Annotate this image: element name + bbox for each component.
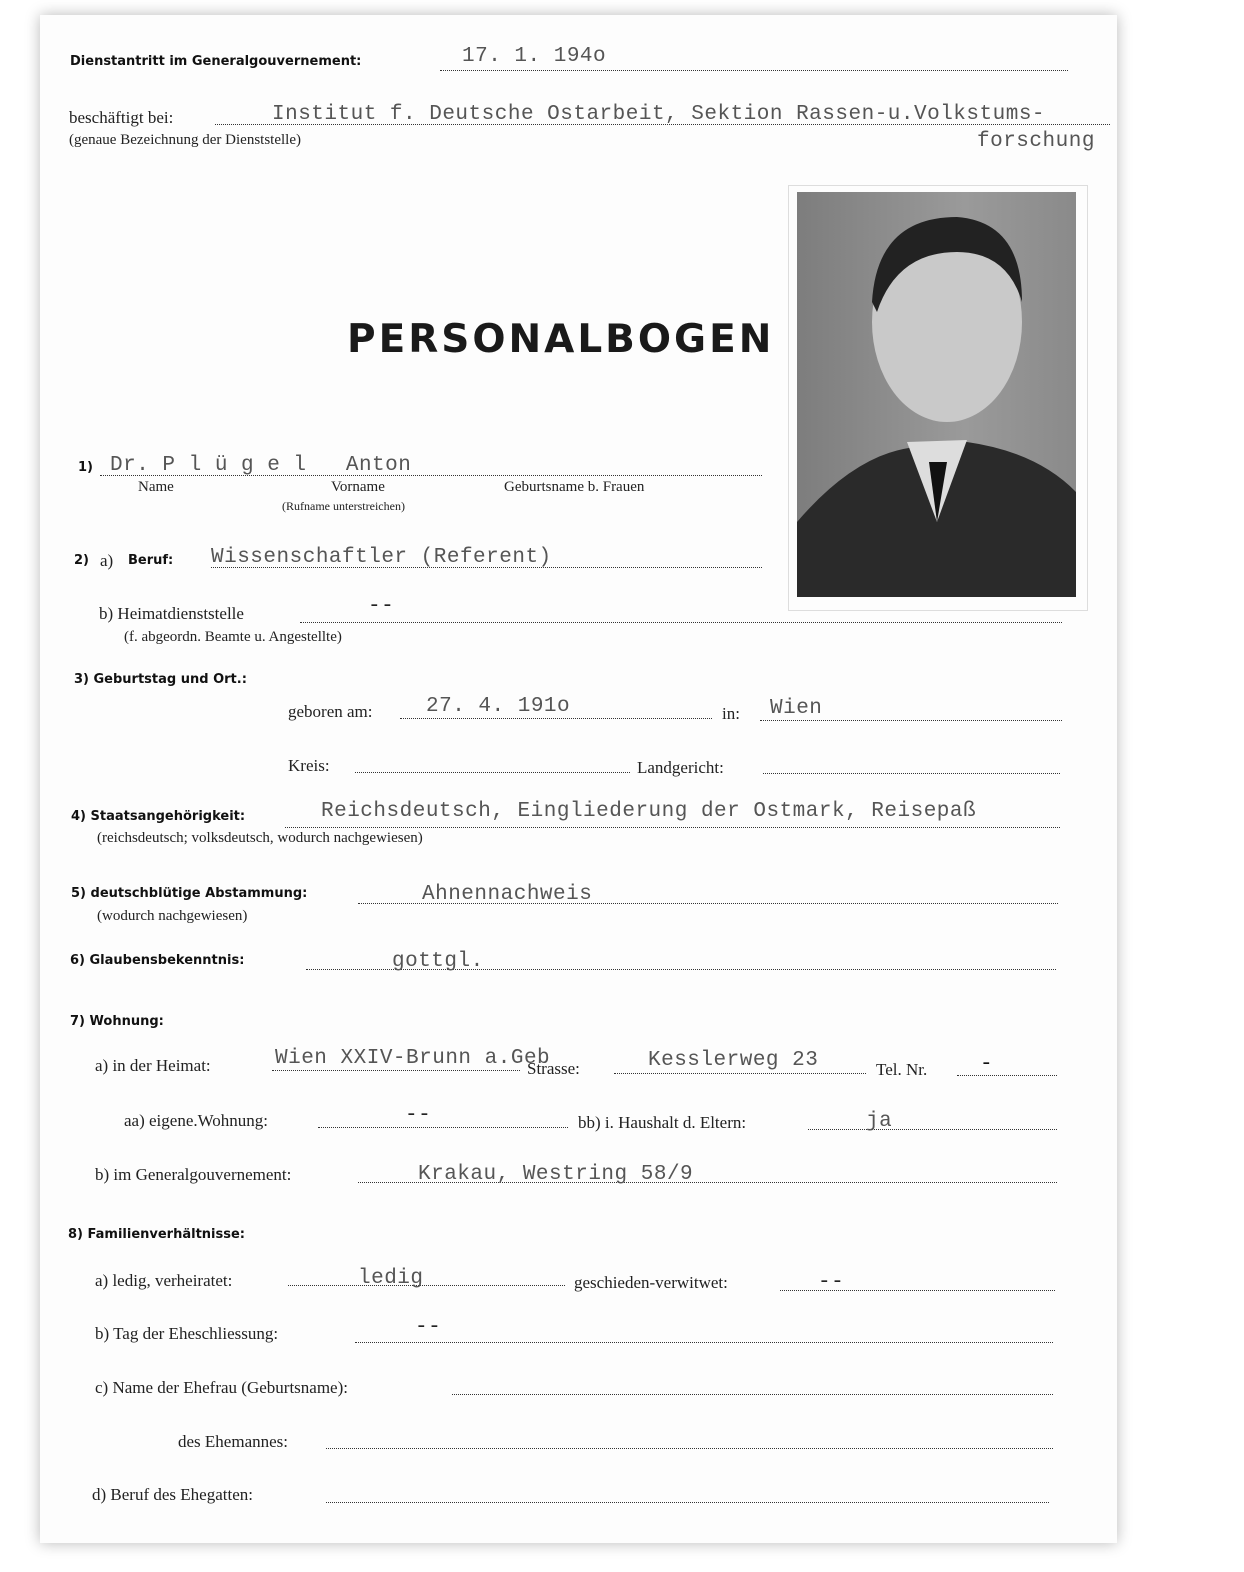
in-label: in: bbox=[722, 704, 740, 723]
gg-address-label: b) im Generalgouvernement: bbox=[95, 1165, 292, 1184]
dotted-line bbox=[452, 1394, 1053, 1395]
heimatdienststelle-label: b) Heimatdienststelle bbox=[99, 604, 244, 623]
beruf-label: Beruf: bbox=[128, 553, 174, 568]
born-value: 27. 4. 191o bbox=[426, 695, 571, 718]
field-2-number: 2) bbox=[74, 553, 89, 568]
in-value: Wien bbox=[770, 697, 823, 720]
employed-value: Institut f. Deutsche Ostarbeit, Sektion Rassen-u.Volkstums- bbox=[272, 103, 1046, 126]
gg-address-value: Krakau, Westring 58/9 bbox=[418, 1163, 694, 1186]
dotted-line bbox=[763, 773, 1060, 774]
ancestry-hint: (wodurch nachgewiesen) bbox=[97, 908, 248, 924]
dotted-line bbox=[440, 70, 1068, 71]
strasse-value: Kesslerweg 23 bbox=[648, 1049, 819, 1072]
marriage-date-value: -- bbox=[415, 1316, 442, 1339]
heimat-label: a) in der Heimat: bbox=[95, 1056, 211, 1075]
heimatdienststelle-hint: (f. abgeordn. Beamte u. Angestellte) bbox=[124, 629, 342, 645]
geburtsname-label: Geburtsname b. Frauen bbox=[504, 479, 645, 495]
dotted-line bbox=[355, 772, 630, 773]
heimatdienststelle-value: -- bbox=[368, 595, 395, 618]
dotted-line bbox=[355, 1342, 1053, 1343]
spouse-job-label: d) Beruf des Ehegatten: bbox=[92, 1485, 253, 1504]
field-1-number: 1) bbox=[78, 460, 93, 475]
eigene-wohnung-value: -- bbox=[405, 1104, 432, 1127]
employed-label: beschäftigt bei: bbox=[69, 108, 174, 127]
tel-label: Tel. Nr. bbox=[876, 1060, 928, 1079]
citizenship-value: Reichsdeutsch, Eingliederung der Ostmark, Reisepaß bbox=[321, 800, 977, 823]
dotted-line bbox=[272, 1070, 520, 1071]
field-4-label: 4) Staatsangehörigkeit: bbox=[71, 809, 246, 824]
dotted-line bbox=[300, 622, 1062, 623]
dotted-line bbox=[400, 718, 712, 719]
employed-hint: (genaue Bezeichnung der Dienststelle) bbox=[69, 132, 301, 148]
haushalt-label: bb) i. Haushalt d. Eltern: bbox=[578, 1113, 747, 1132]
strasse-label: Strasse: bbox=[527, 1059, 580, 1078]
name-label: Name bbox=[138, 479, 174, 495]
field-2a: a) bbox=[100, 551, 114, 570]
employed-value-cont: forschung bbox=[977, 130, 1095, 153]
field-3-label: 3) Geburtstag und Ort.: bbox=[74, 672, 247, 687]
field-8-label: 8) Familienverhältnisse: bbox=[68, 1227, 245, 1242]
ancestry-value: Ahnennachweis bbox=[422, 883, 593, 906]
dotted-line bbox=[326, 1448, 1053, 1449]
vorname-label: Vorname bbox=[331, 479, 385, 495]
dotted-line bbox=[288, 1285, 565, 1286]
beruf-value: Wissenschaftler (Referent) bbox=[211, 546, 552, 569]
haushalt-value: ja bbox=[866, 1110, 893, 1133]
marital-value: ledig bbox=[358, 1267, 424, 1290]
citizenship-hint: (reichsdeutsch; volksdeutsch, wodurch nachgewiesen) bbox=[97, 830, 423, 846]
service-start-value: 17. 1. 194o bbox=[462, 45, 607, 68]
religion-value: gottgl. bbox=[392, 950, 484, 973]
field-7-label: 7) Wohnung: bbox=[70, 1014, 164, 1029]
field-6-label: 6) Glaubensbekenntnis: bbox=[70, 953, 245, 968]
dotted-line bbox=[326, 1502, 1049, 1503]
marital-label: a) ledig, verheiratet: bbox=[95, 1271, 233, 1290]
divorced-label: geschieden-verwitwet: bbox=[574, 1273, 728, 1292]
dotted-line bbox=[760, 720, 1062, 721]
tel-value: - bbox=[980, 1053, 994, 1076]
wife-name-label: c) Name der Ehefrau (Geburtsname): bbox=[95, 1378, 348, 1397]
dotted-line bbox=[808, 1129, 1057, 1130]
kreis-label: Kreis: bbox=[288, 756, 330, 775]
marriage-date-label: b) Tag der Eheschliessung: bbox=[95, 1324, 279, 1343]
portrait-photo bbox=[797, 192, 1076, 597]
eigene-wohnung-label: aa) eigene.Wohnung: bbox=[124, 1111, 269, 1130]
landgericht-label: Landgericht: bbox=[637, 758, 724, 777]
husband-name-label: des Ehemannes: bbox=[178, 1432, 288, 1451]
dotted-line bbox=[957, 1075, 1057, 1076]
divorced-value: -- bbox=[818, 1271, 845, 1294]
dotted-line bbox=[318, 1127, 568, 1128]
dotted-line bbox=[285, 827, 1060, 828]
rufname-hint: (Rufname unterstreichen) bbox=[282, 499, 405, 513]
service-start-label: Dienstantritt im Generalgouvernement: bbox=[70, 54, 362, 69]
heimat-value: Wien XXIV-Brunn a.Geb bbox=[275, 1047, 551, 1070]
page-title: PERSONALBOGEN bbox=[347, 317, 775, 362]
born-label: geboren am: bbox=[288, 702, 373, 721]
name-value: Dr. P l ü g e l Anton bbox=[110, 454, 412, 477]
field-5-label: 5) deutschblütige Abstammung: bbox=[71, 886, 308, 901]
dotted-line bbox=[614, 1073, 866, 1074]
